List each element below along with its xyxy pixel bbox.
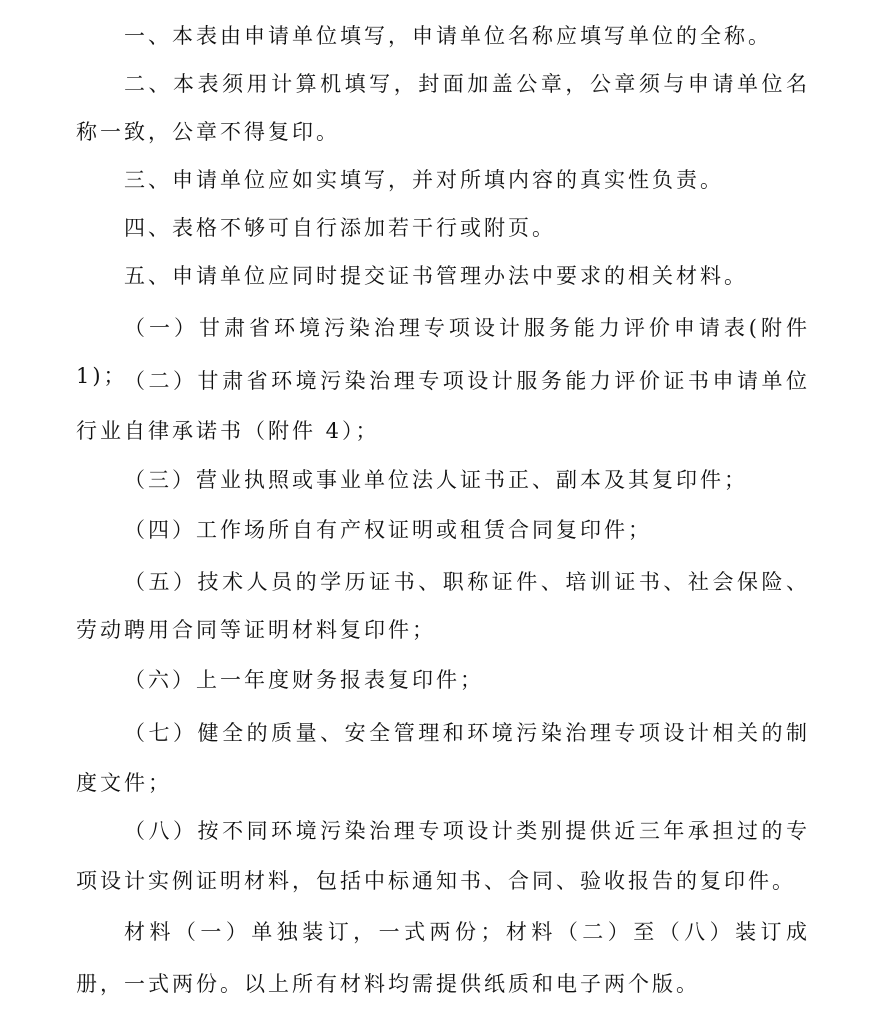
instruction-3: 三、申请单位应如实填写，并对所填内容的真实性负责。 xyxy=(124,168,724,192)
instruction-2: 二、本表须用计算机填写，封面加盖公章，公章须与申请单位名称一致，公章不得复印。 xyxy=(76,72,810,144)
material-item-7: （七）健全的质量、安全管理和环境污染治理专项设计相关的制度文件； xyxy=(76,721,810,795)
instruction-1: 一、本表由申请单位填写，申请单位名称应填写单位的全称。 xyxy=(124,24,772,48)
material-item-3: （三）营业执照或事业单位法人证书正、副本及其复印件； xyxy=(124,468,748,492)
binding-note: 材料（一）单独装订，一式两份；材料（二）至（八）装订成册，一式两份。以上所有材料均需提供纸质和电子两个版。 xyxy=(76,920,810,996)
instruction-4: 四、表格不够可自行添加若干行或附页。 xyxy=(124,216,556,240)
material-item-6: （六）上一年度财务报表复印件； xyxy=(124,668,484,692)
material-item-5: （五）技术人员的学历证书、职称证件、培训证书、社会保险、劳动聘用合同等证明材料复印件； xyxy=(76,570,810,642)
material-item-1: （一）甘肃省环境污染治理专项设计服务能力评价申请表(附件 1)； xyxy=(76,316,810,388)
material-item-2: （二）甘肃省环境污染治理专项设计服务能力评价证书申请单位行业自律承诺书（附件 4）； xyxy=(76,369,810,443)
instruction-5: 五、申请单位应同时提交证书管理办法中要求的相关材料。 xyxy=(124,264,748,288)
material-item-8: （八）按不同环境污染治理专项设计类别提供近三年承担过的专项设计实例证明材料，包括中标通知书、合同、验收报告的复印件。 xyxy=(76,819,810,893)
material-item-4: （四）工作场所自有产权证明或租赁合同复印件； xyxy=(124,518,652,542)
